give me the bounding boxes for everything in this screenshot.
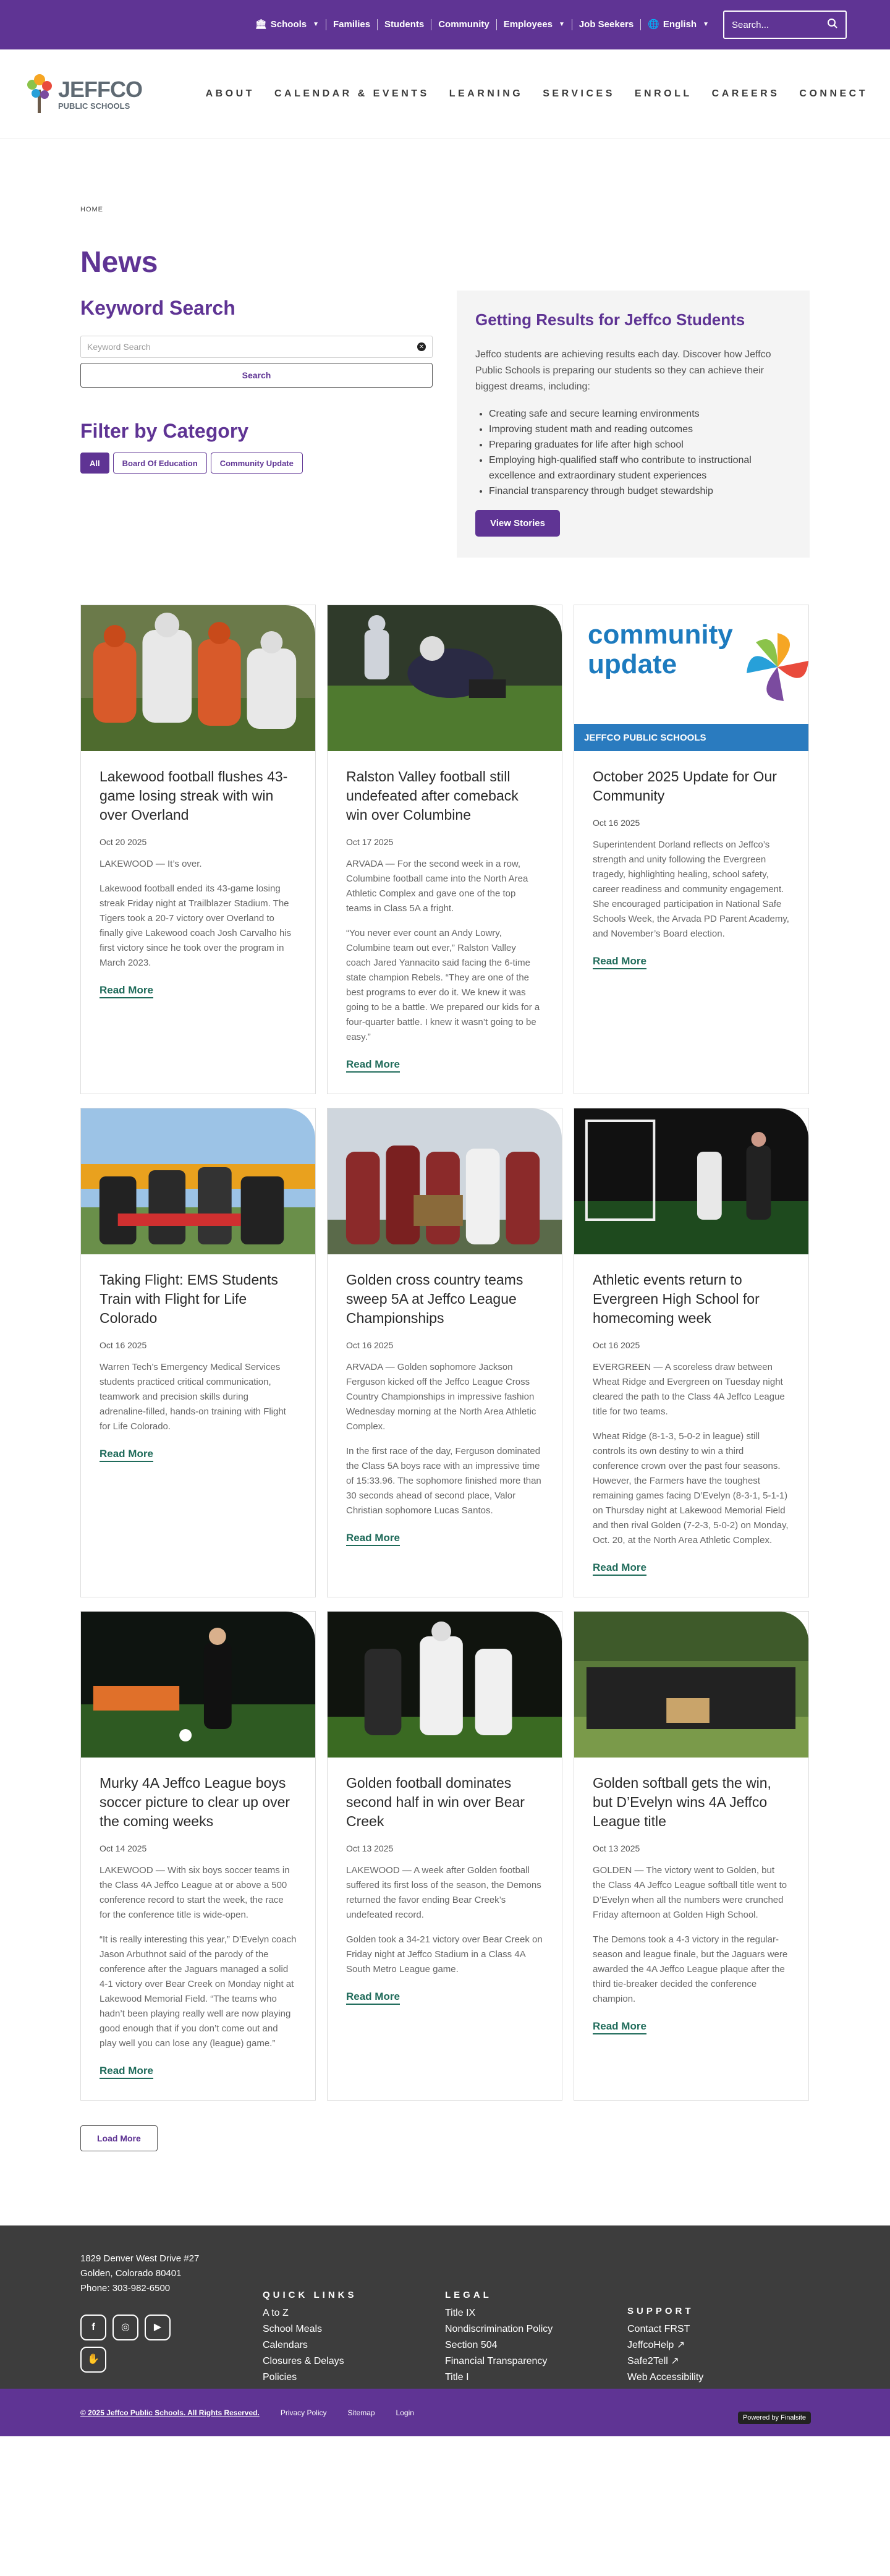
nav-services[interactable]: SERVICES xyxy=(543,88,615,99)
news-card-date: Oct 16 2025 xyxy=(593,1340,640,1350)
footer-link[interactable]: Financial Transparency xyxy=(445,2356,548,2366)
footer-link[interactable]: Calendars xyxy=(263,2340,308,2350)
page-title: News xyxy=(80,246,158,279)
clear-icon[interactable]: ✕ xyxy=(417,342,426,351)
footer-phone: Phone: 303-982-6500 xyxy=(80,2283,171,2293)
footer-link[interactable]: Closures & Delays xyxy=(263,2356,344,2366)
news-card-title[interactable]: Golden softball gets the win, but D’Evelyn wins 4A Jeffco League title xyxy=(593,1775,771,1829)
nav-calendar-events[interactable]: CALENDAR & EVENTS xyxy=(274,88,430,99)
instagram-icon[interactable]: ◎ xyxy=(112,2315,138,2340)
bottom-bar xyxy=(0,2389,890,2436)
nav-enroll[interactable]: ENROLL xyxy=(634,88,692,99)
footer-link[interactable]: Nondiscrimination Policy xyxy=(445,2324,553,2334)
read-more-link[interactable]: Read More xyxy=(100,1448,153,1462)
category-filters xyxy=(80,453,433,474)
utility-item-schools[interactable]: 🏛 Schools ▼ xyxy=(248,19,326,30)
site-search-input[interactable]: Search... xyxy=(723,11,847,39)
utility-item-employees[interactable]: Employees ▼ xyxy=(497,19,572,30)
chevron-down-icon: ▼ xyxy=(558,21,565,28)
social-links xyxy=(80,2315,192,2373)
chevron-down-icon: ▼ xyxy=(313,21,320,28)
read-more-link[interactable]: Read More xyxy=(593,955,646,969)
news-card xyxy=(574,605,809,1094)
news-card-excerpt: EVERGREEN — A scoreless draw between Wheat Ridge and Evergreen on Tuesday night cleared the path to the Class 4A Jeffco League title for two teams. xyxy=(593,1362,785,1417)
read-more-link[interactable]: Read More xyxy=(593,1562,646,1576)
logo-name: JEFFCO xyxy=(58,76,143,102)
footer-legal: LEGAL Title IX Nondiscrimination Policy Section 504 Financial Transparency Title I xyxy=(445,2251,627,2386)
site-header xyxy=(0,49,890,139)
read-more-link[interactable]: Read More xyxy=(346,1532,400,1546)
news-card-title[interactable]: Taking Flight: EMS Students Train with Flight for Life Colorado xyxy=(100,1272,278,1326)
search-icon[interactable] xyxy=(827,18,838,32)
read-more-link[interactable]: Read More xyxy=(100,2065,153,2079)
news-card-date: Oct 16 2025 xyxy=(100,1340,147,1350)
news-card-excerpt: In the first race of the day, Ferguson dominated the Class 5A boys race with an impressive time of 15:33.96. The sophomore finished more than 30 seconds ahead of second place, Valor Christian sophomore Lucas Santos. xyxy=(346,1446,541,1516)
news-card xyxy=(574,1108,809,1597)
news-card-date: Oct 20 2025 xyxy=(100,837,147,847)
nav-learning[interactable]: LEARNING xyxy=(449,88,523,99)
community-update-line: update xyxy=(588,649,677,679)
promo-list xyxy=(475,406,791,499)
globe-icon: 🌐 xyxy=(648,19,659,30)
news-card-image[interactable] xyxy=(574,1108,808,1254)
news-card-excerpt: Warren Tech’s Emergency Medical Services students practiced critical communication, teamwork and precision skills during adrenaline-filled, hands-on training with Flight for Life Colorado. xyxy=(100,1362,286,1432)
footer-link[interactable]: Section 504 xyxy=(445,2340,498,2350)
news-card-excerpt: Superintendent Dorland reflects on Jeffco’s strength and unity following the Evergreen tragedy, highlighting healing, school safety, career readiness and community engagement. She encouraged participation in National Safe Schools Week, the Arvada PD Parent Academy, and November’s Board election. xyxy=(593,840,789,939)
utility-bar xyxy=(0,0,890,49)
news-card-title[interactable]: Golden football dominates second half in win over Bear Creek xyxy=(346,1775,525,1829)
filter-chip-board[interactable]: Board Of Education xyxy=(113,453,207,474)
powered-by-badge[interactable]: Powered by Finalsite xyxy=(738,2412,811,2424)
news-card-image[interactable] xyxy=(574,1612,808,1758)
news-card-title[interactable]: Murky 4A Jeffco League boys soccer picture to clear up over the coming weeks xyxy=(100,1775,290,1829)
news-card-excerpt: “It is really interesting this year,” D’Evelyn coach Jason Arbuthnot said of the parody of the conference after the Jaguars managed a solid 4-1 victory over Bear Creek on Monday night at Lakewood Memorial Field. “The teams who hadn’t been playing really well are now playing good enough that if you don’t come out and play well you can lose any (league) game.” xyxy=(100,1934,297,2049)
breadcrumb[interactable]: HOME xyxy=(80,206,103,213)
keyword-search-input[interactable]: Keyword Search ✕ xyxy=(80,336,433,358)
news-card-image[interactable] xyxy=(81,1612,315,1758)
news-card-image[interactable] xyxy=(81,605,315,751)
promo-text: Jeffco students are achieving results each day. Discover how Jeffco Public Schools is preparing our students so they can achieve their biggest dreams, including: xyxy=(475,349,771,392)
promo-bullet: • Financial transparency through budget stewardship xyxy=(489,483,791,499)
news-card-excerpt: LAKEWOOD — With six boys soccer teams in the Class 4A Jeffco League at or above a 500 conference record to start the week, the race for the conference title is wide-open. xyxy=(100,1865,290,1920)
news-card-date: Oct 14 2025 xyxy=(100,1843,147,1853)
news-card-image[interactable] xyxy=(328,1612,562,1758)
read-more-link[interactable]: Read More xyxy=(346,1991,400,2005)
news-card-excerpt: The Demons took a 4-3 victory in the regular-season and league finale, but the Jaguars were awarded the 4A Jeffco League plaque after the third tie-breaker decided the conference champion. xyxy=(593,1934,788,2004)
load-more-button[interactable]: Load More xyxy=(80,2125,158,2151)
footer-support: SUPPORT Contact FRST JeffcoHelp ↗ Safe2Tell ↗ Web Accessibility xyxy=(627,2251,810,2386)
read-more-link[interactable]: Read More xyxy=(593,2020,646,2034)
footer-link[interactable]: Title IX xyxy=(445,2308,476,2318)
news-card-date: Oct 13 2025 xyxy=(346,1843,394,1853)
site-logo[interactable] xyxy=(23,72,142,116)
news-card-date: Oct 16 2025 xyxy=(593,818,640,828)
news-card xyxy=(574,1611,809,2101)
footer-link[interactable]: Web Accessibility xyxy=(627,2372,704,2383)
community-update-footer: JEFFCO PUBLIC SCHOOLS xyxy=(574,724,808,751)
news-card xyxy=(80,605,316,1094)
facebook-icon[interactable]: f xyxy=(80,2315,106,2340)
tree-logo-icon xyxy=(23,72,56,116)
community-update-line: community xyxy=(588,619,733,650)
footer-address-line: 1829 Denver West Drive #27 xyxy=(80,2253,200,2264)
logo-sub: PUBLIC SCHOOLS xyxy=(58,101,130,111)
pinwheel-icon xyxy=(740,630,808,704)
news-card-excerpt: “You never ever count an Andy Lowry, Columbine team out ever,” Ralston Valley coach Jared Yannacito said facing the 6-time state champion Rebels. “They are one of the best programs to ever do it. We knew it was going to be a battle. We prepared our kids for a four-quarter battle. I knew it wasn’t going to be easy.” xyxy=(346,928,540,1042)
read-more-link[interactable]: Read More xyxy=(100,984,153,998)
news-card-date: Oct 16 2025 xyxy=(346,1340,394,1350)
footer-quick-links: QUICK LINKS A to Z School Meals Calendars Closures & Delays Policies xyxy=(263,2251,445,2386)
news-card-title[interactable]: Lakewood football flushes 43-game losing streak with win over Overland xyxy=(100,768,288,823)
footer-link[interactable]: Title I xyxy=(445,2372,469,2383)
news-card-title[interactable]: Athletic events return to Evergreen High School for homecoming week xyxy=(593,1272,760,1326)
search-button[interactable]: Search xyxy=(80,363,433,388)
footer-link[interactable]: Safe2Tell ↗ xyxy=(627,2356,679,2366)
news-card-image[interactable] xyxy=(574,605,808,751)
news-card-excerpt: LAKEWOOD — A week after Golden football suffered its first loss of the season, the Demons returned the favor ending Bear Creek’s undefeated record. xyxy=(346,1865,541,1920)
results-promo xyxy=(457,291,810,558)
news-card-excerpt: Lakewood football ended its 43-game losing streak Friday night at Trailblazer Stadium. The Tigers took a 20-7 victory over Overland to finally give Lakewood coach Josh Carvalho his first victory since he took over the program in March 2023. xyxy=(100,883,292,968)
promo-bullet: • Creating safe and secure learning environments xyxy=(489,406,791,422)
utility-item-job-seekers[interactable]: Job Seekers xyxy=(572,19,641,30)
footer-link[interactable]: School Meals xyxy=(263,2324,323,2334)
news-card xyxy=(80,1108,316,1597)
promo-bullet: • Preparing graduates for life after high school xyxy=(489,437,791,453)
news-card-image[interactable] xyxy=(328,1108,562,1254)
site-footer xyxy=(0,2225,890,2389)
news-card-date: Oct 17 2025 xyxy=(346,837,394,847)
view-stories-button[interactable]: View Stories xyxy=(475,510,560,537)
main-content xyxy=(80,206,810,2151)
footer-link[interactable]: Policies xyxy=(263,2372,297,2383)
news-card xyxy=(327,605,562,1094)
main-nav xyxy=(206,88,868,100)
read-more-link[interactable]: Read More xyxy=(346,1058,400,1073)
filter-heading: Filter by Category xyxy=(80,420,249,442)
nav-about[interactable]: ABOUT xyxy=(205,88,255,99)
news-card-excerpt: LAKEWOOD — It’s over. xyxy=(100,859,202,869)
login-link[interactable]: Login xyxy=(396,2408,414,2417)
news-card-excerpt: Golden took a 34-21 victory over Bear Creek on Friday night at Jeffco Stadium in a Class 4A South Metro League game. xyxy=(346,1934,543,1975)
news-card-title[interactable]: Ralston Valley football still undefeated after comeback win over Columbine xyxy=(346,768,519,823)
footer-link[interactable]: A to Z xyxy=(263,2308,289,2318)
privacy-link[interactable]: Privacy Policy xyxy=(280,2408,327,2417)
news-card-image[interactable] xyxy=(328,605,562,751)
utility-item-students[interactable]: Students xyxy=(378,19,431,30)
keyword-search-heading: Keyword Search xyxy=(80,297,235,319)
promo-bullet: • Improving student math and reading outcomes xyxy=(489,422,791,437)
news-grid xyxy=(80,605,810,2101)
footer-link[interactable]: JeffcoHelp ↗ xyxy=(627,2340,685,2350)
news-card xyxy=(80,1611,316,2101)
nav-connect[interactable]: CONNECT xyxy=(799,88,868,99)
news-card-title[interactable]: October 2025 Update for Our Community xyxy=(593,768,777,804)
youtube-icon[interactable]: ▶ xyxy=(145,2315,171,2340)
promo-heading: Getting Results for Jeffco Students xyxy=(475,310,745,329)
news-card xyxy=(327,1611,562,2101)
utility-item-families[interactable]: Families xyxy=(326,19,378,30)
language-select[interactable]: 🌐 English ▼ xyxy=(648,19,709,30)
news-card-excerpt: ARVADA — Golden sophomore Jackson Ferguson kicked off the Jeffco League Cross Country Championships in impressive fashion Wednesday morning at the North Area Athletic Complex. xyxy=(346,1362,536,1432)
sitemap-link[interactable]: Sitemap xyxy=(347,2408,375,2417)
copyright[interactable]: © 2025 Jeffco Public Schools. All Rights Reserved. xyxy=(80,2408,260,2417)
filter-chip-all[interactable]: All xyxy=(80,453,109,474)
news-card-excerpt: ARVADA — For the second week in a row, Columbine football came into the North Area Athletic Complex and gave one of the top teams in Class 5A a fright. xyxy=(346,859,528,914)
nav-careers[interactable]: CAREERS xyxy=(711,88,780,99)
filter-chip-community[interactable]: Community Update xyxy=(211,453,303,474)
news-card-excerpt: GOLDEN — The victory went to Golden, but the Class 4A Jeffco League softball title went to D’Evelyn when all the numbers were crunched Friday afternoon at Golden High School. xyxy=(593,1865,787,1920)
news-card-excerpt: Wheat Ridge (8-1-3, 5-0-2 in league) still controls its own destiny to win a third conference crown over the past four seasons. However, the Farmers have the toughest remaining games facing D’Evelyn (8-3-1, 5-1-1) on Thursday night at Lakewood Memorial Field and then rival Golden (7-2-3, 5-0-2) on Monday, Oct. 20, at the North Area Athletic Complex. xyxy=(593,1431,789,1545)
chevron-down-icon: ▼ xyxy=(703,21,709,28)
news-card-title[interactable]: Golden cross country teams sweep 5A at Jeffco League Championships xyxy=(346,1272,523,1326)
news-card-image[interactable] xyxy=(81,1108,315,1254)
footer-link[interactable]: Contact FRST xyxy=(627,2324,690,2334)
peachjar-icon[interactable]: ✋ xyxy=(80,2347,106,2373)
utility-item-community[interactable]: Community xyxy=(431,19,497,30)
news-card-date: Oct 13 2025 xyxy=(593,1843,640,1853)
footer-address-line: Golden, Colorado 80401 xyxy=(80,2268,182,2279)
school-icon: 🏛 xyxy=(255,19,267,30)
promo-bullet: • Employing high-qualified staff who contribute to instructional excellence and extraordinary student experiences xyxy=(489,453,791,483)
news-card xyxy=(327,1108,562,1597)
